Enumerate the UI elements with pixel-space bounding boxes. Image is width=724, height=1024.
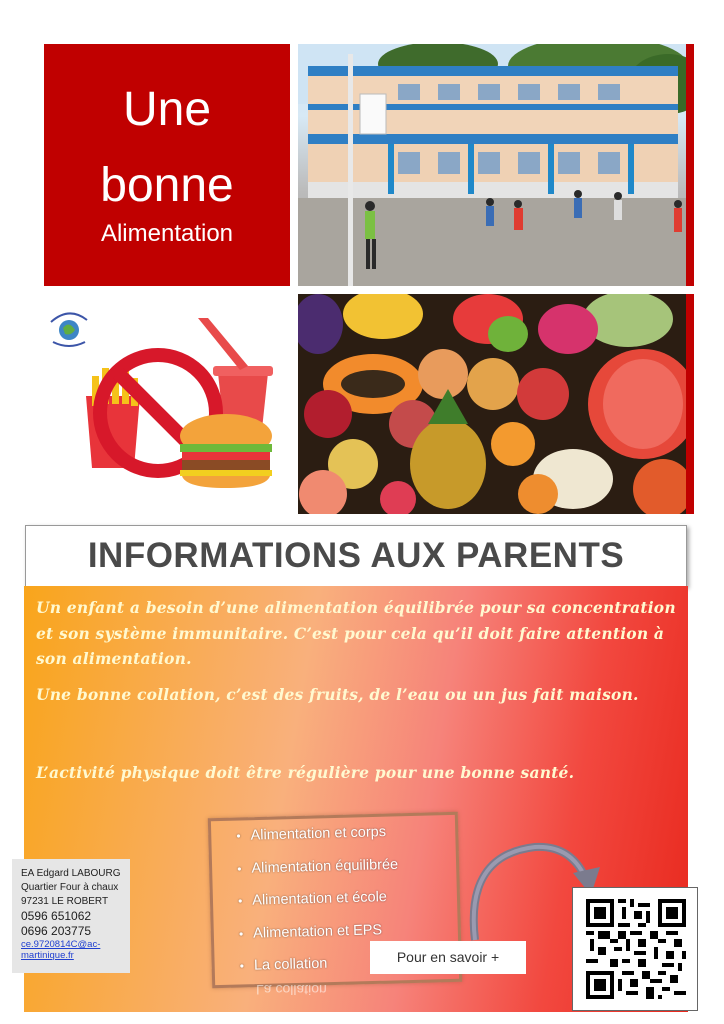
email-link[interactable]: ce.9720814C@ac-martinique.fr [21,939,101,961]
qr-code-icon [586,899,686,999]
topic-item: • Alimentation équilibrée [237,848,399,885]
topic-reflection: La collation [256,982,327,998]
photo-red-edge [686,44,694,286]
school-address-box [12,859,130,973]
info-parents-heading: INFORMATIONS AUX PARENTS [25,525,687,587]
school-playground-photo [298,44,686,286]
paragraph-healthy-snack: Une bonne collation, c’est des fruits, de l’eau ou un jus fait maison. [36,685,639,704]
tropical-fruits-photo [298,294,686,514]
school-city: 97231 LE ROBERT [21,896,109,907]
school-name: EA Edgard LABOURG [21,868,121,879]
paragraph-physical-activity: L’activité physique doit être régulière pour une bonne santé. [36,763,575,782]
topic-item: • Alimentation et école [238,881,400,918]
topic-item: • Alimentation et EPS [239,913,401,950]
topic-item: • Alimentation et corps [236,816,398,853]
topic-item: • La collation [239,946,401,983]
title-block [44,44,290,286]
title-line-une: Une [122,83,212,136]
qr-code-frame[interactable] [572,887,698,1011]
school-street: Quartier Four à chaux [21,882,119,893]
title-line-alimentation: Alimentation [100,220,234,247]
photo-red-edge-2 [686,294,694,514]
phone-1: 0596 651062 [21,909,92,923]
no-junk-food-icon [78,318,278,488]
title-line-bonne: bonne [100,159,234,212]
paragraph-balanced-diet: Un enfant a besoin d’une alimentation équilibrée pour sa concentration et son système immunitaire. C’est pour cela qu’il doit faire attention à son alimentation. [36,598,676,668]
phone-2: 0696 203775 [21,924,92,938]
learn-more-button[interactable]: Pour en savoir + [370,941,526,974]
